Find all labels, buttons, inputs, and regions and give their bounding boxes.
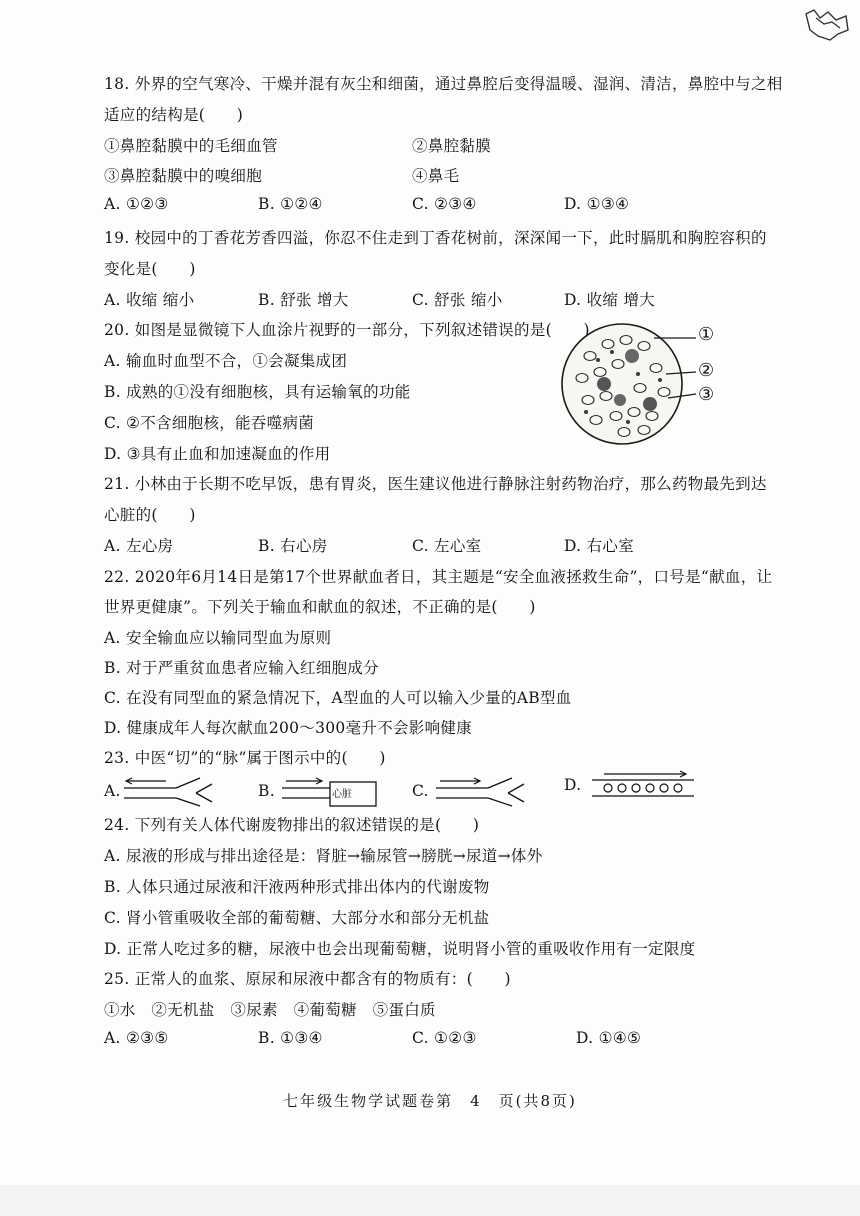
q23-stem: 23. 中医“切”的“脉”属于图示中的( ) — [104, 749, 386, 767]
vessel-diagram-d-icon — [588, 770, 698, 804]
q22-option-b[interactable]: B. 对于严重贫血患者应输入红细胞成分 — [104, 659, 379, 677]
q22-option-c[interactable]: C. 在没有同型血的紧急情况下，A型血的人可以输入少量的AB型血 — [104, 689, 572, 707]
q21-stem-line2: 心脏的( ) — [104, 506, 196, 524]
q19-option-d[interactable]: D. 收缩 增大 — [564, 291, 656, 309]
q18-item-4: ④鼻毛 — [412, 167, 460, 185]
q23-option-c[interactable]: C. — [412, 782, 429, 800]
scan-bottom-edge — [0, 1185, 860, 1216]
q24-option-a[interactable]: A. 尿液的形成与排出途径是：肾脏→输尿管→膀胱→尿道→体外 — [104, 847, 543, 865]
q25-option-a[interactable]: A. ②③⑤ — [104, 1029, 169, 1047]
q18-item-1: ①鼻腔黏膜中的毛细血管 — [104, 137, 278, 155]
q20-stem: 20. 如图是显微镜下人血涂片视野的一部分，下列叙述错误的是( ) — [104, 321, 590, 339]
q22-option-d[interactable]: D. 健康成年人每次献血200～300毫升不会影响健康 — [104, 719, 472, 737]
blood-smear-svg — [560, 316, 720, 456]
q25-option-d[interactable]: D. ①④⑤ — [576, 1029, 642, 1047]
q19-option-c[interactable]: C. 舒张 缩小 — [412, 291, 503, 309]
q21-option-d[interactable]: D. 右心室 — [564, 537, 635, 555]
q24-stem: 24. 下列有关人体代谢废物排出的叙述错误的是( ) — [104, 816, 480, 834]
q23-option-d[interactable]: D. — [564, 776, 582, 794]
q25-stem: 25. 正常人的血浆、原尿和尿液中都含有的物质有：( ) — [104, 970, 511, 988]
q19-stem-line2: 变化是( ) — [104, 260, 196, 278]
q19-option-a[interactable]: A. 收缩 缩小 — [104, 291, 195, 309]
q18-option-d[interactable]: D. ①③④ — [564, 195, 630, 213]
q20-option-d[interactable]: D. ③具有止血和加速凝血的作用 — [104, 445, 331, 463]
page-footer: 七年级生物学试题卷第 4 页(共8页) — [283, 1092, 577, 1110]
q24-option-b[interactable]: B. 人体只通过尿液和汗液两种形式排出体内的代谢废物 — [104, 878, 490, 896]
q22-option-a[interactable]: A. 安全输血应以输同型血为原则 — [104, 629, 332, 647]
label-2: ② — [698, 360, 715, 381]
q18-item-2: ②鼻腔黏膜 — [412, 137, 492, 155]
q20-option-b[interactable]: B. 成熟的①没有细胞核，具有运输氧的功能 — [104, 383, 411, 401]
q21-stem-line1: 21. 小林由于长期不吃早饭，患有胃炎，医生建议他进行静脉注射药物治疗，那么药物最先到达 — [104, 475, 767, 493]
q22-stem-line2: 世界更健康”。下列关于输血和献血的叙述，不正确的是( ) — [104, 598, 536, 616]
q18-option-b[interactable]: B. ①②④ — [258, 195, 323, 213]
q18-option-c[interactable]: C. ②③④ — [412, 195, 477, 213]
q20-option-c[interactable]: C. ②不含细胞核，能吞噬病菌 — [104, 414, 315, 432]
q19-stem-line1: 19. 校园中的丁香花芳香四溢，你忍不住走到丁香花树前，深深闻一下，此时膈肌和胸腔容积的 — [104, 229, 767, 247]
vessel-diagram-c-icon — [432, 776, 528, 808]
q20-option-a[interactable]: A. 输血时血型不合，①会凝集成团 — [104, 352, 348, 370]
heart-label: 心脏 — [332, 789, 352, 800]
label-3: ③ — [698, 384, 715, 405]
corner-stamp-mark — [802, 4, 852, 44]
q23-option-b[interactable]: B. — [258, 782, 275, 800]
label-1: ① — [698, 324, 715, 345]
q25-option-c[interactable]: C. ①②③ — [412, 1029, 477, 1047]
q21-option-c[interactable]: C. 左心室 — [412, 537, 482, 555]
blood-smear-figure — [560, 316, 720, 456]
vessel-diagram-a-icon — [120, 776, 216, 808]
q24-option-c[interactable]: C. 肾小管重吸收全部的葡萄糖、大部分水和部分无机盐 — [104, 909, 490, 927]
q21-option-b[interactable]: B. 右心房 — [258, 537, 328, 555]
q24-option-d[interactable]: D. 正常人吃过多的糖，尿液中也会出现葡萄糖，说明肾小管的重吸收作用有一定限度 — [104, 940, 696, 958]
q22-stem-line1: 22. 2020年6月14日是第17个世界献血者日，其主题是“安全血液拯救生命”，口号是“献血，让 — [104, 568, 773, 586]
q23-option-a[interactable]: A. — [104, 782, 121, 800]
q25-items: ①水 ②无机盐 ③尿素 ④葡萄糖 ⑤蛋白质 — [104, 1001, 436, 1019]
q21-option-a[interactable]: A. 左心房 — [104, 537, 174, 555]
q19-option-b[interactable]: B. 舒张 增大 — [258, 291, 349, 309]
q18-stem-line2: 适应的结构是( ) — [104, 106, 244, 124]
q25-option-b[interactable]: B. ①③④ — [258, 1029, 323, 1047]
q18-option-a[interactable]: A. ①②③ — [104, 195, 169, 213]
q18-stem-line1: 18. 外界的空气寒冷、干燥并混有灰尘和细菌，通过鼻腔后变得温暖、湿润、清洁，鼻腔中与之相 — [104, 75, 783, 93]
q18-item-3: ③鼻腔黏膜中的嗅细胞 — [104, 167, 263, 185]
